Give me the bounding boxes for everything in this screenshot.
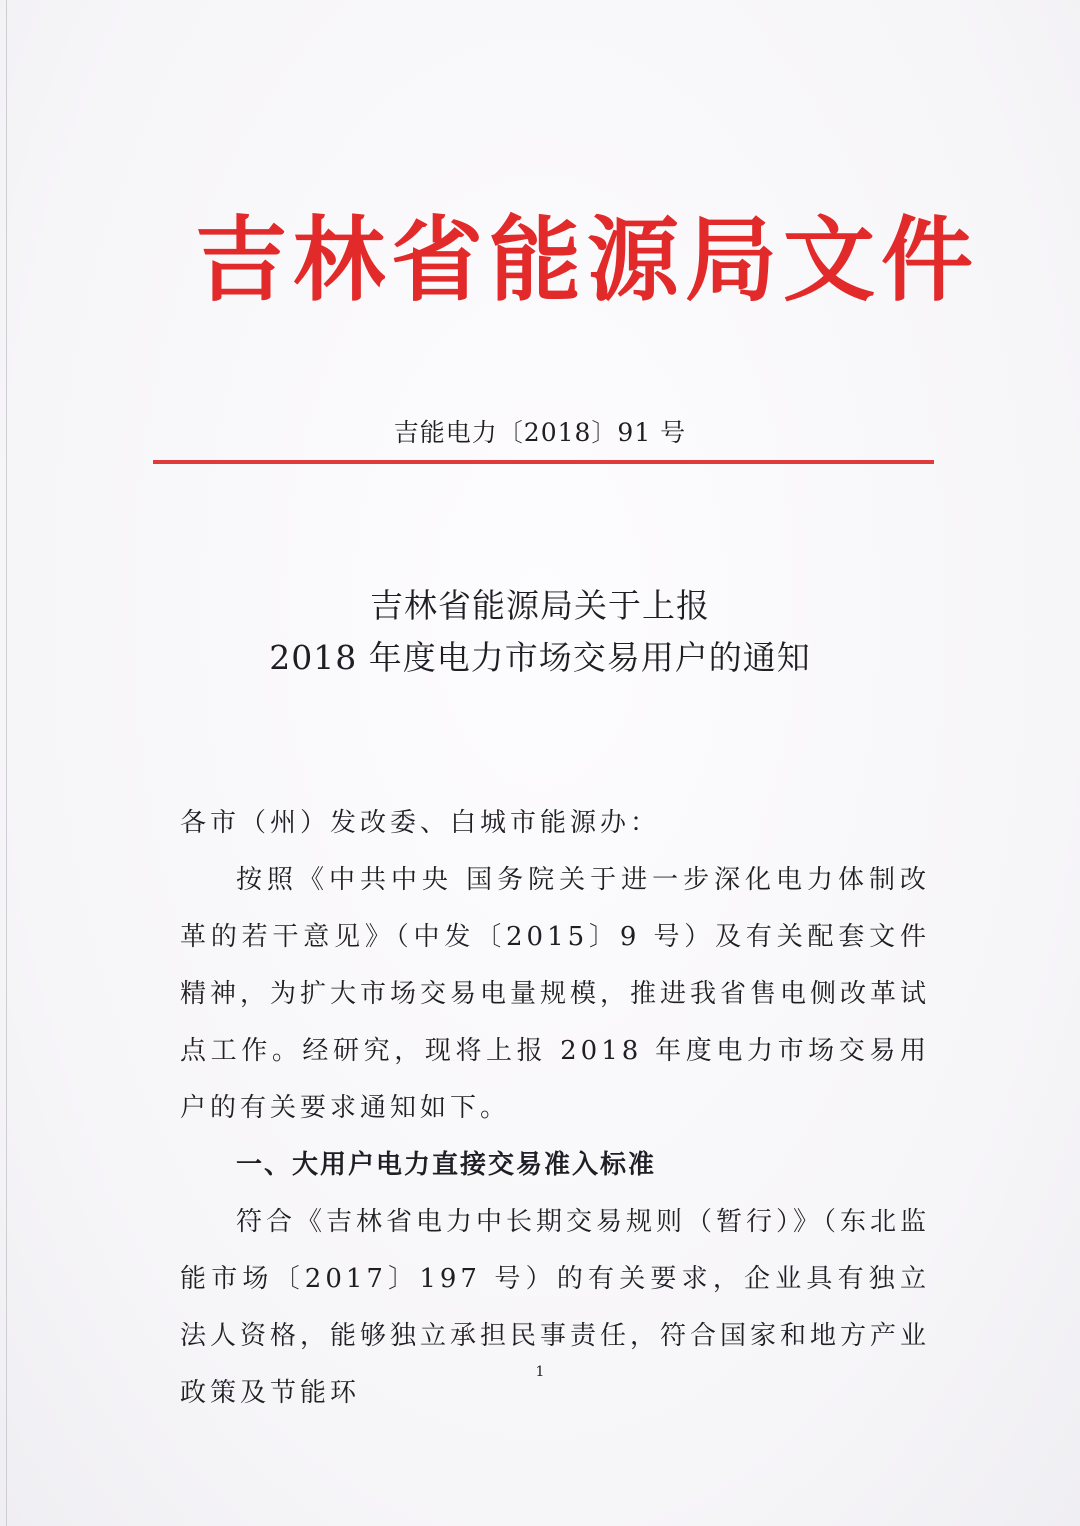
notice-title-line-1: 吉林省能源局关于上报 — [370, 586, 710, 625]
section-heading-1: 一、大用户电力直接交易准入标准 — [236, 1150, 657, 1180]
body-paragraph-2: 符合《吉林省电力中长期交易规则（暂行）》（东北监能市场〔2017〕197 号）的有关要求，企业具有独立法人资格，能够独立承担民事责任，符合国家和地方产业政策及节能环 — [180, 1207, 931, 1408]
notice-title-line-2: 2018 年度电力市场交易用户的通知 — [269, 638, 811, 677]
notice-title — [0, 580, 1080, 684]
document-number: 吉能电力〔2018〕91 号 — [393, 418, 687, 447]
page-edge-line — [6, 0, 7, 1526]
issuer-header-title: 吉林省能源局文件 — [195, 206, 980, 314]
addressee-line: 各市（州）发改委、白城市能源办： — [180, 808, 661, 838]
page-number: 1 — [535, 1364, 545, 1380]
red-header-rule — [153, 460, 934, 464]
notice-body — [180, 795, 930, 1422]
body-paragraph-1: 按照《中共中央 国务院关于进一步深化电力体制改革的若干意见》（中发〔2015〕9 号）及有关配套文件精神，为扩大市场交易电量规模，推进我省售电侧改革试点工作。经研究，现将上报 2018 年度电力市场交易用户的有关要求通知如下。 — [180, 865, 931, 1123]
